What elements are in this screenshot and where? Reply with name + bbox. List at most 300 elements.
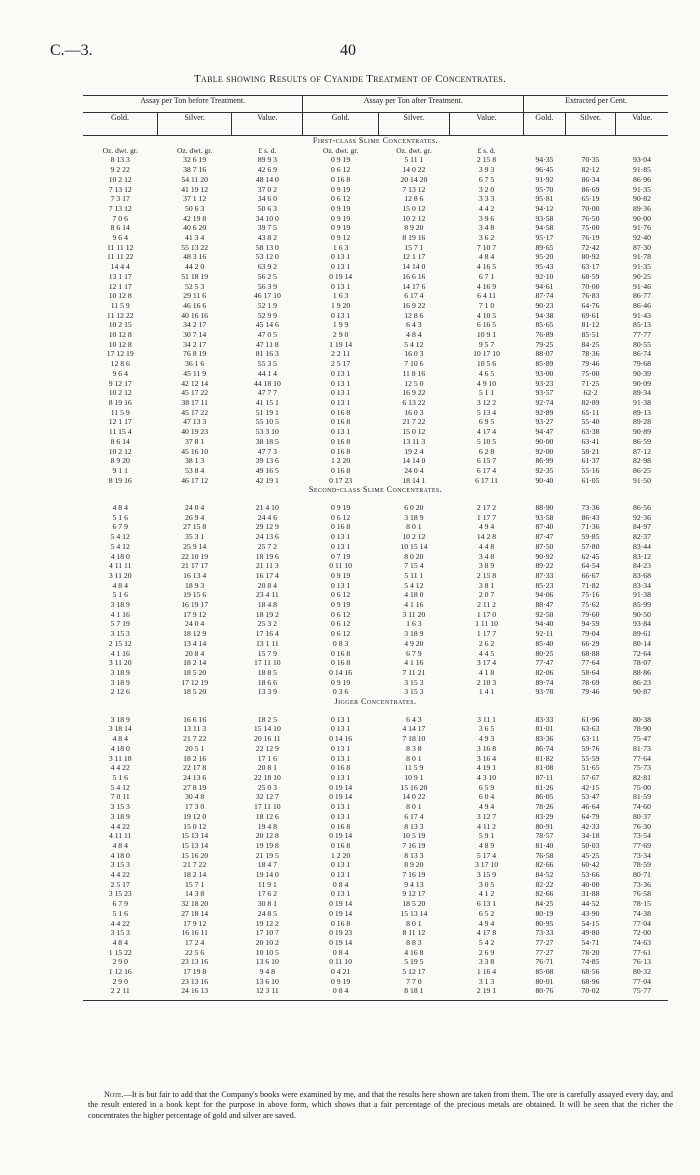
table-cell: 90·82 <box>632 194 651 204</box>
table-cell: 91·50 <box>632 475 651 485</box>
table-cell: 0 8 4 <box>332 879 349 889</box>
table-row <box>83 977 668 987</box>
table-cell: 4 17 8 <box>476 928 497 938</box>
table-row <box>83 369 668 379</box>
table-cell: 0 16 8 <box>331 436 351 446</box>
table-cell: 42 19 8 <box>183 213 207 223</box>
table-cell: 73·36 <box>632 879 651 889</box>
table-cell: 86·25 <box>632 465 651 475</box>
table-cell: 91·35 <box>632 184 651 194</box>
table-cell: 10 12 8 <box>108 339 132 349</box>
table-cell: 5 13 4 <box>476 407 497 417</box>
table-cell: 3 18 9 <box>110 677 130 687</box>
table-cell: 46·64 <box>581 802 600 812</box>
table-row <box>83 909 668 919</box>
table-cell: 6 9 5 <box>478 417 495 427</box>
table-cell: 34 2 17 <box>183 320 207 330</box>
table-cell: 44·52 <box>581 899 600 909</box>
table-cell: 0 16 8 <box>331 918 351 928</box>
table-row <box>83 272 668 282</box>
table-row <box>83 715 668 725</box>
table-cell: 47 7 7 <box>257 388 277 398</box>
table-cell: 80·32 <box>632 967 651 977</box>
table-cell: 89·34 <box>632 388 651 398</box>
table-cell: 86·96 <box>632 174 651 184</box>
table-cell: 1 6 3 <box>332 291 349 301</box>
table-cell: 15 16 20 <box>400 782 428 792</box>
table-cell: 95·17 <box>535 233 554 243</box>
table-cell: 78·90 <box>632 724 651 734</box>
table-cell: 7 10 6 <box>404 359 424 369</box>
table-cell: 47 7 3 <box>257 446 277 456</box>
table-cell: 82·89 <box>581 397 600 407</box>
table-cell: 18 19 6 <box>255 551 279 561</box>
table-cell: 2 11 2 <box>477 600 496 610</box>
table-row <box>83 812 668 822</box>
table-cell: 0 6 12 <box>331 165 351 175</box>
table-row <box>83 581 668 591</box>
table-cell: 4 8 4 <box>112 580 128 590</box>
table-cell: 5 4 2 <box>478 937 495 947</box>
table-cell: 34 2 17 <box>183 339 207 349</box>
table-cell: 3 16 4 <box>476 753 497 763</box>
table-cell: 73·34 <box>632 850 651 860</box>
table-cell: 77·27 <box>535 947 554 957</box>
table-cell: 21 7 22 <box>402 417 426 427</box>
table-cell: 53 3 10 <box>255 427 279 437</box>
table-cell: 50 6 3 <box>257 203 277 213</box>
table-cell: 3 15 3 <box>110 802 130 812</box>
table-cell: 6 0 4 <box>478 792 495 802</box>
table-cell: 6 7 9 <box>406 648 422 658</box>
table-row <box>83 763 668 773</box>
table-cell: 92·35 <box>535 465 554 475</box>
table-cell: 55·16 <box>581 465 600 475</box>
column-header: Silver. <box>565 113 616 136</box>
table-cell: 2 15 12 <box>108 638 132 648</box>
table-cell: 24 4 6 <box>257 512 277 522</box>
table-cell: 23 4 11 <box>255 590 279 600</box>
table-cell: 88·86 <box>632 667 651 677</box>
table-row <box>83 427 668 437</box>
table-cell: 15 7 1 <box>404 242 424 252</box>
table-cell: 0 9 19 <box>331 503 351 513</box>
table-cell: 0 13 1 <box>331 773 351 782</box>
table-row <box>83 889 668 899</box>
spacer-row <box>83 495 668 503</box>
table-cell: 45 17 22 <box>181 407 209 417</box>
table-cell: 0 9 19 <box>331 570 351 580</box>
table-cell: 87·11 <box>535 773 554 782</box>
table-cell: 24 0 4 <box>404 465 424 475</box>
table-row <box>83 724 668 734</box>
table-cell: 0 9 19 <box>331 600 351 610</box>
table-cell: 21 11 3 <box>255 561 279 571</box>
table-cell: 4 4 22 <box>110 821 130 831</box>
table-cell: 91·46 <box>632 281 651 291</box>
table-cell: 9 12 17 <box>402 889 426 899</box>
table-cell: 37 8 1 <box>185 436 205 446</box>
table-cell: 22 12 9 <box>255 743 279 753</box>
section-title: Second-class Slime Concentrates. <box>308 485 443 495</box>
table-cell: 15 7 9 <box>257 648 277 658</box>
table-title: Table showing Results of Cyanide Treatment of Concentrates. <box>194 73 506 85</box>
column-header: Gold. <box>303 113 379 136</box>
table-cell: 17 10 7 <box>255 928 279 938</box>
table-cell: 30 4 8 <box>185 792 205 802</box>
column-header: Gold. <box>524 113 565 136</box>
table-cell: 18 5 20 <box>183 687 207 697</box>
document-reference: C.—3. <box>50 42 93 59</box>
table-cell: 25 9 14 <box>183 541 207 551</box>
table-cell: 18 12 9 <box>183 629 207 639</box>
table-row <box>83 359 668 369</box>
table-cell: 0 6 12 <box>331 629 351 639</box>
table-cell: 0 6 12 <box>331 590 351 600</box>
table-cell: 0 17 23 <box>329 475 353 485</box>
table-cell: 6 7 9 <box>112 899 128 909</box>
table-cell: 10 2 15 <box>108 320 132 330</box>
table-cell: 4 18 0 <box>110 850 130 860</box>
table-row <box>83 590 668 600</box>
table-cell: 82·66 <box>535 889 554 899</box>
table-cell: 34 6 0 <box>257 194 277 204</box>
table-cell: 0 3 6 <box>332 687 349 697</box>
table-cell: 9 12 17 <box>108 378 132 388</box>
table-cell: 85·13 <box>632 320 651 330</box>
table-cell: 68·96 <box>581 976 600 986</box>
table-cell: 22 18 10 <box>253 773 281 782</box>
table-cell: 60·42 <box>581 860 600 870</box>
table-cell: 2 15 8 <box>476 570 497 580</box>
table-cell: 3 11 18 <box>108 753 132 763</box>
table-cell: 10 5 19 <box>402 831 426 841</box>
unit-label: Oz. dwt. gr. <box>396 145 432 155</box>
table-cell: 0 6 12 <box>331 512 351 522</box>
table-row <box>83 155 668 165</box>
table-cell: 9 1 1 <box>112 465 128 475</box>
table-cell: 93·84 <box>632 619 651 629</box>
table-cell: 0 13 1 <box>331 724 351 734</box>
table-row <box>83 734 668 744</box>
table-cell: 45 11 9 <box>183 368 207 378</box>
table-cell: 18 12 6 <box>255 811 279 821</box>
table-cell: 3 9 6 <box>478 213 495 223</box>
table-cell: 16 13 4 <box>183 570 207 580</box>
table-cell: 55·59 <box>581 753 600 763</box>
table-cell: 15 13 14 <box>181 831 209 841</box>
table-cell: 1 9 20 <box>331 300 351 310</box>
table-cell: 42·33 <box>581 821 600 831</box>
table-cell: 6 7 1 <box>478 271 495 281</box>
table-cell: 76·50 <box>581 213 600 223</box>
table-cell: 78·26 <box>535 802 554 812</box>
table-cell: 86·43 <box>581 512 600 522</box>
table-cell: 8 6 14 <box>110 223 130 233</box>
table-cell: 6 0 20 <box>404 503 424 513</box>
table-cell: 0 13 1 <box>331 262 351 272</box>
table-cell: 2 5 17 <box>110 879 130 889</box>
table-cell: 14 17 6 <box>402 281 426 291</box>
table-cell: 78·15 <box>632 899 651 909</box>
table-cell: 0 19 23 <box>329 928 353 938</box>
table-cell: 2 6 9 <box>478 947 495 957</box>
table-cell: 4 10 5 <box>476 310 497 320</box>
table-cell: 90·09 <box>632 378 651 388</box>
table-cell: 3 18 9 <box>110 667 130 677</box>
page-number: 40 <box>340 42 356 59</box>
table-cell: 41 3 4 <box>185 233 205 243</box>
table-cell: 63·63 <box>581 724 600 734</box>
table-cell: 0 13 1 <box>331 388 351 398</box>
table-cell: 52 9 9 <box>257 310 277 320</box>
table-cell: 55 10 5 <box>255 417 279 427</box>
table-cell: 0 16 8 <box>331 821 351 831</box>
table-cell: 80·95 <box>535 918 554 928</box>
table-cell: 8 3 8 <box>406 743 422 753</box>
table-cell: 0 4 21 <box>331 967 351 977</box>
table-cell: 18 8 5 <box>257 667 277 677</box>
table-cell: 37 0 2 <box>257 184 277 194</box>
table-cell: 4 9 4 <box>478 918 495 928</box>
spacer-cell <box>83 707 668 715</box>
table-cell: 6 17 11 <box>475 475 498 485</box>
table-cell: 89·36 <box>632 203 651 213</box>
table-row <box>83 340 668 350</box>
table-cell: 24 0 4 <box>185 619 205 629</box>
table-cell: 0 19 14 <box>329 831 353 841</box>
table-cell: 17 12 19 <box>106 349 134 359</box>
table-cell: 0 13 1 <box>331 281 351 291</box>
table-cell: 38 17 11 <box>181 397 208 407</box>
table-cell: 5 19 5 <box>404 957 424 967</box>
table-cell: 47 0 5 <box>257 330 277 340</box>
table-cell: 32 18 20 <box>181 899 209 909</box>
table-cell: 2 9 0 <box>112 976 128 986</box>
table-row <box>83 398 668 408</box>
table-cell: 92·74 <box>535 397 554 407</box>
table-cell: 7 13 12 <box>402 184 426 194</box>
table-cell: 76·13 <box>632 957 651 967</box>
column-header: Value. <box>232 113 303 136</box>
table-cell: 5 7 19 <box>110 619 130 629</box>
table-cell: 49 16 5 <box>255 465 279 475</box>
table-row <box>83 301 668 311</box>
table-cell: 82·12 <box>581 165 600 175</box>
table-row <box>83 185 668 195</box>
table-cell: 58·64 <box>581 667 600 677</box>
table-cell: 0 19 14 <box>329 782 353 792</box>
table-cell: 80·01 <box>535 976 554 986</box>
table-cell: 11 12 22 <box>106 310 134 320</box>
table-cell: 13 6 10 <box>255 976 279 986</box>
table-cell: 63·41 <box>581 436 600 446</box>
table-cell: 0 13 1 <box>331 889 351 899</box>
table-cell: 90·87 <box>632 687 651 697</box>
table-cell: 7 13 12 <box>108 203 132 213</box>
table-cell: 3 6 5 <box>478 724 495 734</box>
table-cell: 0 16 8 <box>331 648 351 658</box>
table-cell: 90·00 <box>535 436 554 446</box>
table-cell: 4 17 4 <box>476 427 497 437</box>
table-cell: 4 4 22 <box>110 918 130 928</box>
table-cell: 20 8 1 <box>257 763 277 773</box>
table-cell: 62·2 <box>583 388 598 398</box>
table-cell: 80·25 <box>535 648 554 658</box>
table-cell: 75·62 <box>581 600 600 610</box>
table-cell: 81·26 <box>535 782 554 792</box>
table-cell: 8 19 16 <box>402 233 426 243</box>
table-cell: 0 13 1 <box>331 743 351 753</box>
table-cell: 11 11 12 <box>107 242 134 252</box>
table-cell: 64·79 <box>581 811 600 821</box>
table-cell: 7 11 21 <box>402 667 426 677</box>
table-row <box>83 870 668 880</box>
table-cell: 1 9 9 <box>332 320 349 330</box>
table-row <box>83 522 668 532</box>
table-cell: 18 5 20 <box>402 899 426 909</box>
table-cell: 0 6 12 <box>331 194 351 204</box>
table-cell: 3 18 9 <box>404 629 424 639</box>
table-cell: 10 2 12 <box>402 532 426 542</box>
table-cell: 79·46 <box>581 687 600 697</box>
table-cell: 65·11 <box>581 407 600 417</box>
column-header: Silver. <box>378 113 449 136</box>
table-cell: 0 14 16 <box>329 667 353 677</box>
table-cell: 91·85 <box>632 165 651 175</box>
table-row <box>83 165 668 175</box>
group-header-row <box>83 96 668 113</box>
table-cell: 87·12 <box>632 446 651 456</box>
table-cell: 27 8 19 <box>183 782 207 792</box>
table-cell: 0 13 1 <box>331 714 351 724</box>
table-cell: 86·77 <box>632 291 651 301</box>
table-cell: 6 4 3 <box>406 714 422 724</box>
table-cell: 23 13 16 <box>181 957 209 967</box>
table-cell: 74·38 <box>632 908 651 918</box>
table-cell: 8 9 20 <box>404 223 424 233</box>
table-cell: 49·80 <box>581 928 600 938</box>
table-cell: 20 5 1 <box>185 743 205 753</box>
table-cell: 0 7 19 <box>331 551 351 561</box>
table-cell: 85·99 <box>632 600 651 610</box>
table-cell: 77·69 <box>632 840 651 850</box>
table-cell: 3 11 1 <box>477 714 496 724</box>
table-row <box>83 802 668 812</box>
table-cell: 86·23 <box>632 677 651 687</box>
table-cell: 8 0 1 <box>406 802 422 812</box>
table-row <box>83 919 668 929</box>
table-row <box>83 388 668 398</box>
table-row <box>83 610 668 620</box>
table-cell: 4 4 5 <box>478 648 495 658</box>
table-cell: 6 5 9 <box>478 782 495 792</box>
table-cell: 4 16 5 <box>476 262 497 272</box>
table-cell: 92·89 <box>535 407 554 417</box>
table-cell: 8 0 1 <box>406 753 422 763</box>
table-cell: 5 1 6 <box>112 908 128 918</box>
table-cell: 24 13 6 <box>183 773 207 782</box>
table-cell: 21 4 10 <box>255 503 279 513</box>
table-cell: 5 4 12 <box>404 339 424 349</box>
table-cell: 90·39 <box>632 368 651 378</box>
table-cell: 42·15 <box>581 782 600 792</box>
table-cell: 79·68 <box>632 359 651 369</box>
table-cell: 8 19 16 <box>108 475 132 485</box>
unit-label: £ s. d. <box>477 145 496 155</box>
table-cell: 6 4 11 <box>477 291 496 301</box>
table-cell: 92·00 <box>535 446 554 456</box>
table-row <box>83 668 668 678</box>
table-cell: 61·37 <box>581 456 600 466</box>
table-cell: 79·60 <box>581 609 600 619</box>
table-cell: 1 6 3 <box>406 619 422 629</box>
table-cell: 94·47 <box>535 427 554 437</box>
table-cell: 10 9 1 <box>476 330 497 340</box>
table-cell: 80·14 <box>632 638 651 648</box>
table-row <box>83 532 668 542</box>
table-cell: 5 4 12 <box>404 580 424 590</box>
table-cell: 0 13 1 <box>331 427 351 437</box>
table-cell: 20 10 2 <box>255 937 279 947</box>
table-cell: 55 3 5 <box>257 359 277 369</box>
table-cell: 25 3 2 <box>257 619 277 629</box>
table-row <box>83 899 668 909</box>
table-row <box>83 851 668 861</box>
table-cell: 1 17 7 <box>476 629 497 639</box>
table-cell: 95·70 <box>535 184 554 194</box>
table-cell: 58 13 0 <box>255 242 279 252</box>
table-cell: 38 18 5 <box>255 436 279 446</box>
table-cell: 83·29 <box>535 811 554 821</box>
table-cell: 5 11 1 <box>404 570 424 580</box>
table-cell: 17 1 6 <box>257 753 277 763</box>
table-cell: 11 5 9 <box>404 763 424 773</box>
table-cell: 45 17 22 <box>181 388 209 398</box>
table-cell: 83·33 <box>535 714 554 724</box>
column-header: Value. <box>449 113 523 136</box>
table-cell: 84·25 <box>535 899 554 909</box>
table-cell: 59·85 <box>581 532 600 542</box>
table-cell: 70·00 <box>581 281 600 291</box>
table-cell: 84·25 <box>581 339 600 349</box>
table-cell: 5 17 4 <box>476 850 497 860</box>
table-cell: 19 12 0 <box>183 811 207 821</box>
table-cell: 12 3 11 <box>255 986 279 996</box>
table-cell: 48 14 0 <box>255 174 279 184</box>
table-cell: 2 9 0 <box>332 330 349 340</box>
table-row <box>83 754 668 764</box>
table-cell: 76·83 <box>581 291 600 301</box>
table-cell: 4 1 2 <box>478 889 495 899</box>
section-title-row <box>83 485 668 495</box>
table-cell: 86·46 <box>632 300 651 310</box>
table-row <box>83 658 668 668</box>
table-cell: 86·69 <box>581 184 600 194</box>
table-cell: 4 14 17 <box>402 724 426 734</box>
table-cell: 75·47 <box>632 734 651 744</box>
table-cell: 54·71 <box>581 937 600 947</box>
table-cell: 4 1 8 <box>478 667 495 677</box>
table-cell: 0 19 14 <box>329 937 353 947</box>
table-row <box>83 928 668 938</box>
table-cell: 80·76 <box>535 986 554 996</box>
table-cell: 18 6 6 <box>257 677 277 687</box>
table-cell: 57·80 <box>581 541 600 551</box>
table-cell: 8 13 3 <box>110 155 130 165</box>
table-cell: 2 12 6 <box>110 687 130 697</box>
table-row <box>83 938 668 948</box>
